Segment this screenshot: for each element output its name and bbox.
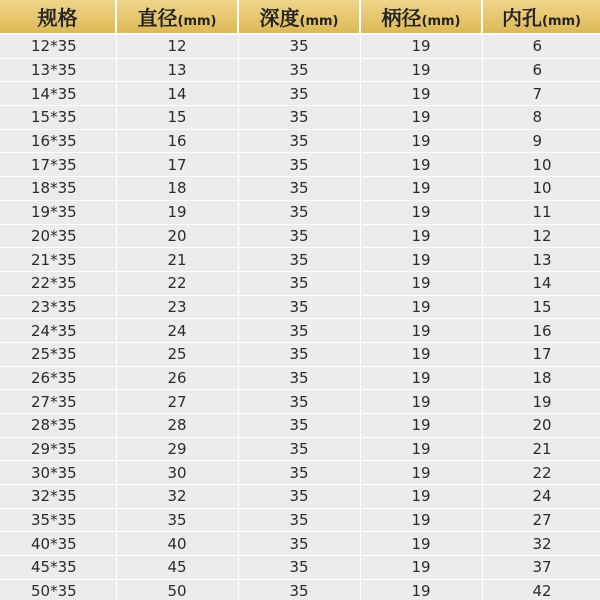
cell-shank-diameter: 19 xyxy=(360,319,482,343)
cell-diameter: 23 xyxy=(116,295,238,319)
cell-inner-hole: 32 xyxy=(482,532,600,556)
cell-shank-diameter: 19 xyxy=(360,461,482,485)
cell-inner-hole: 16 xyxy=(482,319,600,343)
cell-spec: 29*35 xyxy=(0,437,116,461)
cell-shank-diameter: 19 xyxy=(360,532,482,556)
cell-spec: 14*35 xyxy=(0,82,116,106)
cell-diameter: 22 xyxy=(116,271,238,295)
cell-depth: 35 xyxy=(238,390,360,414)
cell-shank-diameter: 19 xyxy=(360,153,482,177)
table-row xyxy=(0,485,600,509)
cell-depth: 35 xyxy=(238,579,360,600)
header-unit: (mm) xyxy=(177,14,217,29)
cell-inner-hole: 10 xyxy=(482,177,600,201)
header-spec xyxy=(0,0,116,34)
cell-inner-hole: 19 xyxy=(482,390,600,414)
header-inner-hole xyxy=(482,0,600,34)
cell-depth: 35 xyxy=(238,485,360,509)
cell-inner-hole: 8 xyxy=(482,106,600,130)
table-row xyxy=(0,508,600,532)
table-row xyxy=(0,556,600,580)
cell-inner-hole: 18 xyxy=(482,366,600,390)
table-row xyxy=(0,461,600,485)
cell-depth: 35 xyxy=(238,556,360,580)
header-label: 内孔 xyxy=(502,6,542,30)
cell-inner-hole: 11 xyxy=(482,200,600,224)
cell-diameter: 27 xyxy=(116,390,238,414)
cell-inner-hole: 15 xyxy=(482,295,600,319)
cell-shank-diameter: 19 xyxy=(360,34,482,58)
cell-inner-hole: 14 xyxy=(482,271,600,295)
cell-depth: 35 xyxy=(238,271,360,295)
cell-shank-diameter: 19 xyxy=(360,82,482,106)
cell-depth: 35 xyxy=(238,58,360,82)
cell-inner-hole: 21 xyxy=(482,437,600,461)
table-row xyxy=(0,153,600,177)
cell-spec: 32*35 xyxy=(0,485,116,509)
cell-depth: 35 xyxy=(238,224,360,248)
header-diameter xyxy=(116,0,238,34)
cell-depth: 35 xyxy=(238,414,360,438)
header-unit: (mm) xyxy=(542,14,581,29)
cell-diameter: 25 xyxy=(116,342,238,366)
cell-shank-diameter: 19 xyxy=(360,366,482,390)
table-row xyxy=(0,177,600,201)
cell-shank-diameter: 19 xyxy=(360,177,482,201)
cell-spec: 18*35 xyxy=(0,177,116,201)
table-row xyxy=(0,271,600,295)
cell-diameter: 19 xyxy=(116,200,238,224)
cell-shank-diameter: 19 xyxy=(360,129,482,153)
cell-inner-hole: 17 xyxy=(482,342,600,366)
table-row xyxy=(0,579,600,600)
table-row xyxy=(0,129,600,153)
cell-diameter: 35 xyxy=(116,508,238,532)
table-row xyxy=(0,200,600,224)
cell-inner-hole: 24 xyxy=(482,485,600,509)
cell-depth: 35 xyxy=(238,437,360,461)
cell-depth: 35 xyxy=(238,153,360,177)
cell-depth: 35 xyxy=(238,200,360,224)
header-depth xyxy=(238,0,360,34)
table-row xyxy=(0,295,600,319)
table-row xyxy=(0,58,600,82)
table-row xyxy=(0,342,600,366)
header-label: 深度 xyxy=(259,6,300,30)
cell-diameter: 12 xyxy=(116,34,238,58)
cell-spec: 15*35 xyxy=(0,106,116,130)
cell-inner-hole: 37 xyxy=(482,556,600,580)
cell-spec: 12*35 xyxy=(0,34,116,58)
cell-spec: 35*35 xyxy=(0,508,116,532)
cell-diameter: 50 xyxy=(116,579,238,600)
cell-depth: 35 xyxy=(238,295,360,319)
cell-spec: 40*35 xyxy=(0,532,116,556)
cell-diameter: 20 xyxy=(116,224,238,248)
table-row xyxy=(0,106,600,130)
cell-diameter: 26 xyxy=(116,366,238,390)
cell-diameter: 17 xyxy=(116,153,238,177)
cell-inner-hole: 22 xyxy=(482,461,600,485)
table-row xyxy=(0,437,600,461)
cell-shank-diameter: 19 xyxy=(360,485,482,509)
cell-shank-diameter: 19 xyxy=(360,414,482,438)
cell-spec: 23*35 xyxy=(0,295,116,319)
cell-shank-diameter: 19 xyxy=(360,556,482,580)
header-shank-diameter xyxy=(360,0,482,34)
cell-diameter: 40 xyxy=(116,532,238,556)
cell-shank-diameter: 19 xyxy=(360,437,482,461)
cell-spec: 30*35 xyxy=(0,461,116,485)
table-row xyxy=(0,319,600,343)
cell-depth: 35 xyxy=(238,532,360,556)
cell-diameter: 29 xyxy=(116,437,238,461)
cell-spec: 19*35 xyxy=(0,200,116,224)
cell-depth: 35 xyxy=(238,106,360,130)
cell-diameter: 32 xyxy=(116,485,238,509)
cell-inner-hole: 42 xyxy=(482,579,600,600)
cell-diameter: 28 xyxy=(116,414,238,438)
cell-diameter: 45 xyxy=(116,556,238,580)
cell-spec: 13*35 xyxy=(0,58,116,82)
cell-inner-hole: 12 xyxy=(482,224,600,248)
cell-inner-hole: 20 xyxy=(482,414,600,438)
header-label: 直径 xyxy=(137,6,178,30)
cell-shank-diameter: 19 xyxy=(360,390,482,414)
cell-spec: 21*35 xyxy=(0,248,116,272)
cell-shank-diameter: 19 xyxy=(360,295,482,319)
cell-shank-diameter: 19 xyxy=(360,106,482,130)
cell-shank-diameter: 19 xyxy=(360,200,482,224)
cell-spec: 20*35 xyxy=(0,224,116,248)
table-body xyxy=(0,34,600,600)
header-label: 规格 xyxy=(37,6,78,30)
cell-spec: 28*35 xyxy=(0,414,116,438)
cell-diameter: 13 xyxy=(116,58,238,82)
cell-depth: 35 xyxy=(238,248,360,272)
table-row xyxy=(0,366,600,390)
cell-shank-diameter: 19 xyxy=(360,224,482,248)
cell-spec: 22*35 xyxy=(0,271,116,295)
cell-diameter: 24 xyxy=(116,319,238,343)
cell-inner-hole: 27 xyxy=(482,508,600,532)
cell-diameter: 30 xyxy=(116,461,238,485)
table-row xyxy=(0,414,600,438)
cell-shank-diameter: 19 xyxy=(360,58,482,82)
table-row xyxy=(0,34,600,58)
cell-spec: 24*35 xyxy=(0,319,116,343)
cell-depth: 35 xyxy=(238,34,360,58)
cell-spec: 25*35 xyxy=(0,342,116,366)
cell-shank-diameter: 19 xyxy=(360,271,482,295)
cell-depth: 35 xyxy=(238,129,360,153)
header-label: 柄径 xyxy=(381,6,422,30)
cell-shank-diameter: 19 xyxy=(360,508,482,532)
cell-spec: 45*35 xyxy=(0,556,116,580)
cell-depth: 35 xyxy=(238,319,360,343)
cell-inner-hole: 13 xyxy=(482,248,600,272)
table-row xyxy=(0,224,600,248)
cell-shank-diameter: 19 xyxy=(360,342,482,366)
cell-shank-diameter: 19 xyxy=(360,579,482,600)
table-row xyxy=(0,532,600,556)
cell-spec: 50*35 xyxy=(0,579,116,600)
cell-inner-hole: 6 xyxy=(482,58,600,82)
cell-spec: 16*35 xyxy=(0,129,116,153)
cell-depth: 35 xyxy=(238,342,360,366)
cell-inner-hole: 6 xyxy=(482,34,600,58)
table-row xyxy=(0,248,600,272)
header-unit: (mm) xyxy=(299,14,339,29)
header-row xyxy=(0,0,600,34)
cell-spec: 27*35 xyxy=(0,390,116,414)
cell-inner-hole: 9 xyxy=(482,129,600,153)
cell-inner-hole: 10 xyxy=(482,153,600,177)
cell-diameter: 16 xyxy=(116,129,238,153)
header-unit: (mm) xyxy=(421,14,461,29)
table-row xyxy=(0,82,600,106)
table-row xyxy=(0,390,600,414)
cell-shank-diameter: 19 xyxy=(360,248,482,272)
cell-inner-hole: 7 xyxy=(482,82,600,106)
cell-diameter: 15 xyxy=(116,106,238,130)
cell-spec: 26*35 xyxy=(0,366,116,390)
cell-diameter: 14 xyxy=(116,82,238,106)
cell-depth: 35 xyxy=(238,177,360,201)
cell-depth: 35 xyxy=(238,366,360,390)
table-header xyxy=(0,0,600,34)
cell-diameter: 18 xyxy=(116,177,238,201)
cell-depth: 35 xyxy=(238,508,360,532)
cell-depth: 35 xyxy=(238,82,360,106)
cell-spec: 17*35 xyxy=(0,153,116,177)
cell-depth: 35 xyxy=(238,461,360,485)
cell-diameter: 21 xyxy=(116,248,238,272)
